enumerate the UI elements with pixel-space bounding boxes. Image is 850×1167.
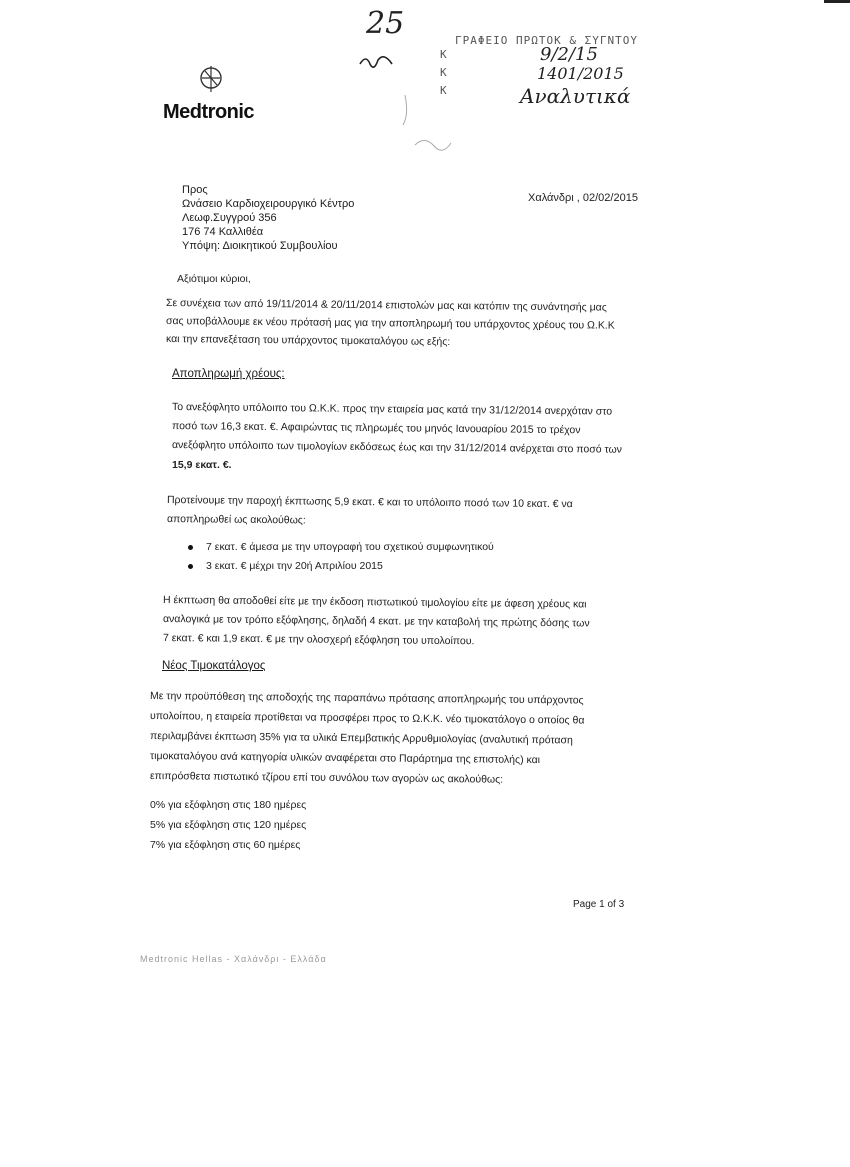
pricelist-line: επιπρόσθετα πιστωτικό τζίρου επί του συνόλου των αγορών ως ακολούθως:: [149, 770, 504, 786]
handwritten-page-number: 25: [366, 6, 405, 41]
discount-terms-line: Η έκπτωση θα αποδοθεί είτε με την έκδοση πιστωτικού τιμολογίου είτε με άφεση χρέους και: [162, 594, 587, 611]
recipient-line: Λεωφ.Συγγρού 356: [182, 212, 277, 224]
place-date: Χαλάνδρι , 02/02/2015: [528, 192, 638, 204]
stamp-number: 1401/2015: [537, 64, 624, 83]
intro-line: Σε συνέχεια των από 19/11/2014 & 20/11/2014 επιστολών μας και κατόπιν της συνάντησής μας: [165, 297, 607, 314]
proposal-line: αποπληρωθεί ως ακολούθως:: [166, 513, 306, 527]
recipient-line: Προς: [182, 184, 208, 196]
discount-tier: 5% για εξόφληση στις 120 ημέρες: [150, 819, 307, 831]
salutation: Αξιότιμοι κύριοι,: [177, 273, 251, 285]
page-number: Page 1 of 3: [573, 899, 625, 910]
faint-footer-text: Medtronic Hellas - Χαλάνδρι - Ελλάδα: [140, 954, 327, 964]
stamp-row-3: [440, 84, 448, 97]
bullet-item: 7 εκατ. € άμεσα με την υπογραφή του σχετικού συμφωνητικού: [206, 541, 494, 553]
discount-terms-line: αναλογικά με τον τρόπο εξόφλησης, δηλαδή 4 εκατ. με την καταβολή της πρώτης δόσης των: [162, 613, 590, 630]
bullet-dot: [188, 564, 193, 569]
handwritten-squiggle: [358, 52, 394, 72]
debt-line: ποσό των 16,3 εκατ. €. Αφαιρώντας τις πληρωμές του μηνός Ιανουαρίου 2015 το τρέχον: [171, 420, 581, 437]
stamp-k-label: Κ: [440, 66, 448, 79]
stamp-signature: Αναλυτικά: [520, 84, 631, 108]
debt-line: ανεξόφλητο υπόλοιπο των τιμολογίων εκδόσεως έως και την 31/12/2014 ανέρχεται στο ποσό των: [171, 439, 623, 456]
stamp-row-2: [440, 66, 448, 79]
stamp-k-label: Κ: [440, 48, 448, 61]
debt-line: Το ανεξόφλητο υπόλοιπο του Ω.Κ.Κ. προς την εταιρεία μας κατά την 31/12/2014 ανερχόταν στο: [171, 401, 613, 418]
discount-tier: 7% για εξόφληση στις 60 ημέρες: [150, 839, 301, 851]
recipient-line: 176 74 Καλλιθέα: [182, 226, 264, 238]
section-heading-debt: Αποπληρωμή χρέους:: [172, 368, 285, 380]
pricelist-line: τιμοκαταλόγου ανά κατηγορία υλικών αναφέρεται στο Παράρτημα της επιστολής) και: [149, 750, 541, 767]
pricelist-line: περιλαμβάνει έκπτωση 35% για τα υλικά Επεμβατικής Αρρυθμιολογίας (αναλυτική πρόταση: [149, 730, 573, 747]
medtronic-emblem-icon: [196, 62, 226, 96]
section-heading-pricelist: Νέος Τιμοκατάλογος: [162, 660, 266, 672]
recipient-line: Υπόψη: Διοικητικού Συμβουλίου: [182, 240, 338, 252]
stamp-k-label: Κ: [440, 84, 448, 97]
discount-tier: 0% για εξόφληση στις 180 ημέρες: [150, 799, 307, 811]
bullet-dot: [188, 545, 193, 550]
stamp-row-1: [440, 48, 448, 61]
scan-corner-mark: [824, 0, 850, 3]
stamp-date: 9/2/15: [540, 44, 598, 65]
medtronic-logo: Medtronic: [163, 101, 255, 123]
recipient-line: Ωνάσειο Καρδιοχειρουργικό Κέντρο: [182, 198, 355, 210]
pricelist-line: υπολοίπου, η εταιρεία προτίθεται να προσφέρει προς το Ω.Κ.Κ. νέο τιμοκατάλογο ο οποίος θα: [149, 710, 585, 727]
bullet-item: 3 εκατ. € μέχρι την 20ή Απριλίου 2015: [206, 560, 383, 572]
stamp-title: ΓΡΑΦΕΙΟ ΠΡΩΤΟΚ & ΣΥΓΝΤΟΥ: [455, 34, 638, 47]
discount-terms-line: 7 εκατ. € και 1,9 εκατ. € με την ολοσχερή εξόφληση του υπολοίπου.: [162, 632, 475, 648]
pricelist-line: Με την προϋπόθεση της αποδοχής της παραπάνω πρότασης αποπληρωμής του υπάρχοντος: [149, 690, 584, 707]
debt-line: 15,9 εκατ. €.: [172, 459, 232, 471]
intro-line: σας υποβάλλουμε εκ νέου πρότασή μας για την αποπληρωμή του υπάρχοντος χρέους του Ω.Κ.Κ: [165, 315, 615, 332]
intro-line: και την επανεξέταση του υπάρχοντος τιμοκαταλόγου ως εξής:: [165, 333, 451, 348]
proposal-line: Προτείνουμε την παροχή έκπτωσης 5,9 εκατ. € και το υπόλοιπο ποσό των 10 εκατ. € να: [166, 494, 573, 511]
